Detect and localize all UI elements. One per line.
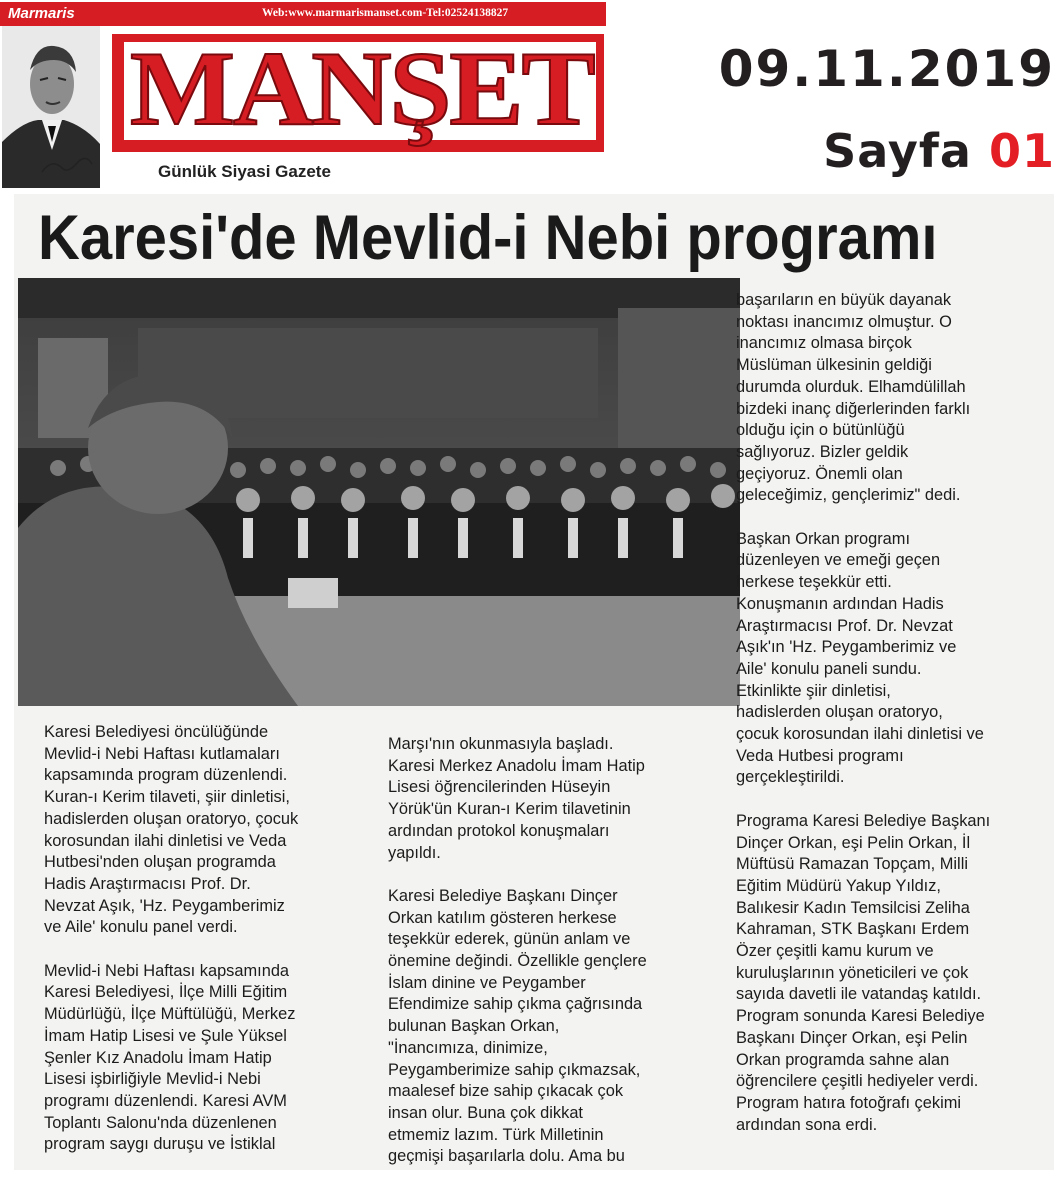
paragraph: Mevlid-i Nebi Haftası kapsamında Karesi Belediyesi, İlçe Milli Eğitim Müdürlüğü, İlçe Müftülüğü, Merkez İmam Hatip Lisesi ve Şule Yüksel Şenler Kız Anadolu İmam Hatip Lisesi işbirliğiyle Mevlid-i Nebi programı düzenlendi. Karesi AVM Toplantı Salonu'nda düzenlenen program saygı duruşu ve İstiklal [44, 961, 296, 1154]
page-number-value: 01 [988, 124, 1055, 178]
article [14, 194, 1054, 1170]
paragraph: Marşı'nın okunmasıyla başladı. Karesi Merkez Anadolu İmam Hatip Lisesi öğrencilerinden Hüseyin Yörük'ün Kuran-ı Kerim tilavetinin ardından protokol konuşmaları yapıldı. [388, 735, 645, 862]
paragraph: Programa Karesi Belediye Başkanı Dinçer Orkan, eşi Pelin Orkan, İl Müftüsü Ramazan Topçam, Milli Eğitim Müdürü Yakup Yıldız, Balıkesir Kadın Temsilcisi Zeliha Kahraman, STK Başkanı Erdem Özer çeşitli kamu kurum ve kuruluşlarının yöneticileri ve çok sayıda davetli ile vatandaş katıldı. Program sonunda Karesi Belediye Başkanı Dinçer Orkan, eşi Pelin Orkan programda sahne alan öğrencilere çeşitli hediyeler verdi. Program hatıra fotoğrafı çekimi ardından sona erdi. [736, 811, 991, 1134]
article-column-3 [736, 290, 1056, 1136]
tagline: Günlük Siyasi Gazete [158, 162, 331, 181]
newspaper-masthead [0, 0, 610, 190]
contact-line: Web:www.marmarismanset.com-Tel:02524138827 [262, 7, 509, 19]
page-label: Sayfa [823, 124, 972, 178]
paragraph: Başkan Orkan programı düzenleyen ve emeği geçen herkese teşekkür etti. Konuşmanın ardından Hadis Araştırmacısı Prof. Dr. Nevzat Aşık'ın 'Hz. Peygamberimiz ve Aile' konulu paneli sundu. Etkinlikte şiir dinletisi, hadislerden oluşan oratoryo, çocuk korosundan ilahi dinletisi ve Veda Hutbesi programı gerçekleştirildi. [736, 529, 984, 787]
issue-date: 09.11.2019 [718, 40, 1055, 98]
article-column-1 [44, 722, 374, 1156]
article-photo [18, 278, 740, 706]
brand-logo [112, 30, 604, 152]
masthead-top-bar [0, 2, 606, 26]
portrait-photo [2, 22, 100, 188]
page-number [823, 124, 1055, 178]
edition-city: Marmaris [8, 5, 75, 22]
article-column-2 [388, 734, 718, 1168]
paragraph: başarıların en büyük dayanak noktası inancımız olmuştur. O inancımız olmasa birçok Müslüman ülkesinin geldiği durumda olurduk. Elhamdülillah bizdeki inanç diğerlerinden farklı olduğu için o bütünlüğü sağlıyoruz. Bizler geldik geçiyoruz. Önemli olan geleceğimiz, gençlerimiz" dedi. [736, 291, 971, 505]
brand-wordmark: MANŞET [130, 30, 594, 147]
article-headline: Karesi'de Mevlid-i Nebi programı [38, 203, 938, 273]
paragraph: Karesi Belediye Başkanı Dinçer Orkan katılım gösteren herkese teşekkür ederek, günün anlam ve önemine değindi. Özellikle gençlere İslam dinine ve Peygamber Efendimize sahip çıkma çağrısında bulunan Başkan Orkan, "İnancımıza, dinimize, Peygamberimize sahip çıkmazsak, maalesef bize sahip çıkacak çok insan olur. Buna çok dikkat etmemiz lazım. Türk Milletinin geçmişi başarılarla dolu. Ama bu [388, 886, 647, 1166]
paragraph: Karesi Belediyesi öncülüğünde Mevlid-i Nebi Haftası kutlamaları kapsamında program düzenlendi. Kuran-ı Kerim tilaveti, şiir dinletisi, hadislerden oluşan oratoryo, çocuk korosundan ilahi dinletisi ve Veda Hutbesi'nden oluşan programda Hadis Araştırmacısı Prof. Dr. Nevzat Aşık, 'Hz. Peygamberimiz ve Aile' konulu panel verdi. [44, 723, 299, 937]
